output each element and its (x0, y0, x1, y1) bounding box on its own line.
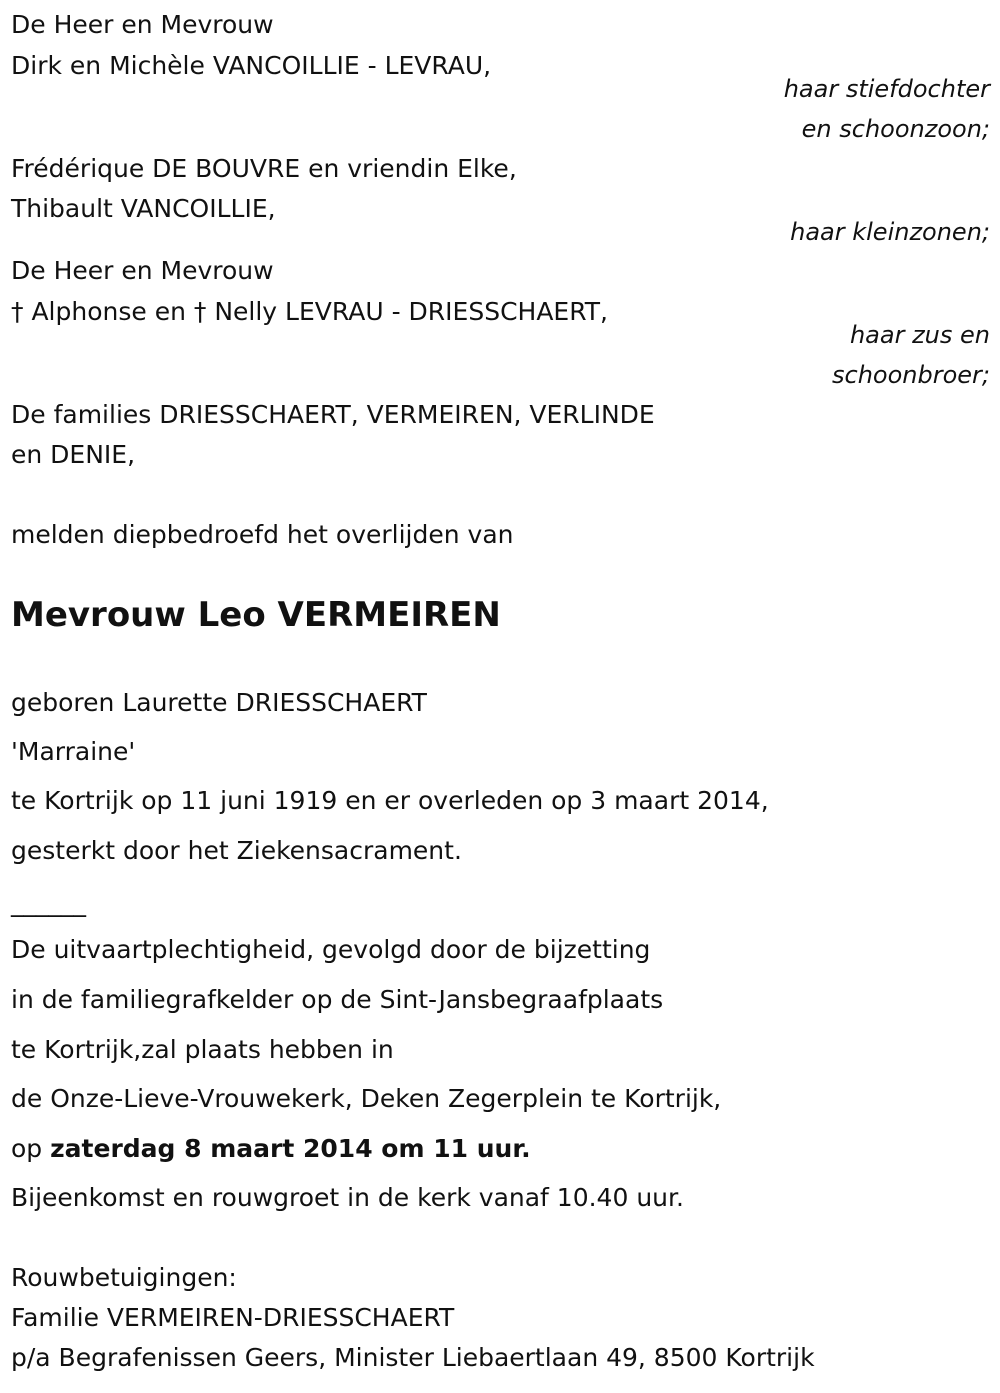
deceased-name: Mevrouw Leo VERMEIREN (11, 595, 501, 635)
family-line: De Heer en Mevrouw (11, 10, 274, 39)
gathering-line: Bijeenkomst en rouwgroet in de kerk vanaf 10.40 uur. (11, 1183, 684, 1212)
funeral-line: De uitvaartplechtigheid, gevolgd door de bijzetting (11, 935, 651, 964)
funeral-date: zaterdag 8 maart 2014 om 11 uur. (50, 1134, 531, 1163)
relation-label: schoonbroer; (832, 361, 990, 389)
family-line: Frédérique DE BOUVRE en vriendin Elke, (11, 154, 517, 183)
relation-label: haar zus en (849, 321, 990, 349)
condolences-name: Familie VERMEIREN-DRIESSCHAERT (11, 1303, 455, 1332)
funeral-date-prefix: op (11, 1134, 51, 1163)
family-line: De Heer en Mevrouw (11, 256, 274, 285)
family-line: en DENIE, (11, 440, 136, 469)
family-line: De families DRIESSCHAERT, VERMEIREN, VERLINDE (11, 400, 655, 429)
family-line: † Alphonse en † Nelly LEVRAU - DRIESSCHAERT, (11, 297, 608, 326)
relation-label: haar kleinzonen; (790, 218, 990, 246)
family-line: Thibault VANCOILLIE, (11, 194, 276, 223)
detail-line: geboren Laurette DRIESSCHAERT (11, 688, 427, 717)
separator: ______ (11, 888, 86, 917)
condolences-label: Rouwbetuigingen: (11, 1263, 237, 1292)
announcement: melden diepbedroefd het overlijden van (11, 520, 514, 549)
detail-line: 'Marraine' (11, 737, 136, 766)
funeral-line: te Kortrijk,zal plaats hebben in (11, 1035, 394, 1064)
funeral-date-line (11, 1134, 531, 1164)
relation-label: haar stiefdochter (783, 75, 990, 103)
family-line: Dirk en Michèle VANCOILLIE - LEVRAU, (11, 51, 492, 80)
detail-line: gesterkt door het Ziekensacrament. (11, 836, 462, 865)
detail-line: te Kortrijk op 11 juni 1919 en er overleden op 3 maart 2014, (11, 786, 769, 815)
funeral-line: de Onze-Lieve-Vrouwekerk, Deken Zegerplein te Kortrijk, (11, 1084, 722, 1113)
condolences-address: p/a Begrafenissen Geers, Minister Liebaertlaan 49, 8500 Kortrijk (11, 1343, 815, 1372)
relation-label: en schoonzoon; (801, 115, 990, 143)
funeral-line: in de familiegrafkelder op de Sint-Jansbegraafplaats (11, 985, 664, 1014)
